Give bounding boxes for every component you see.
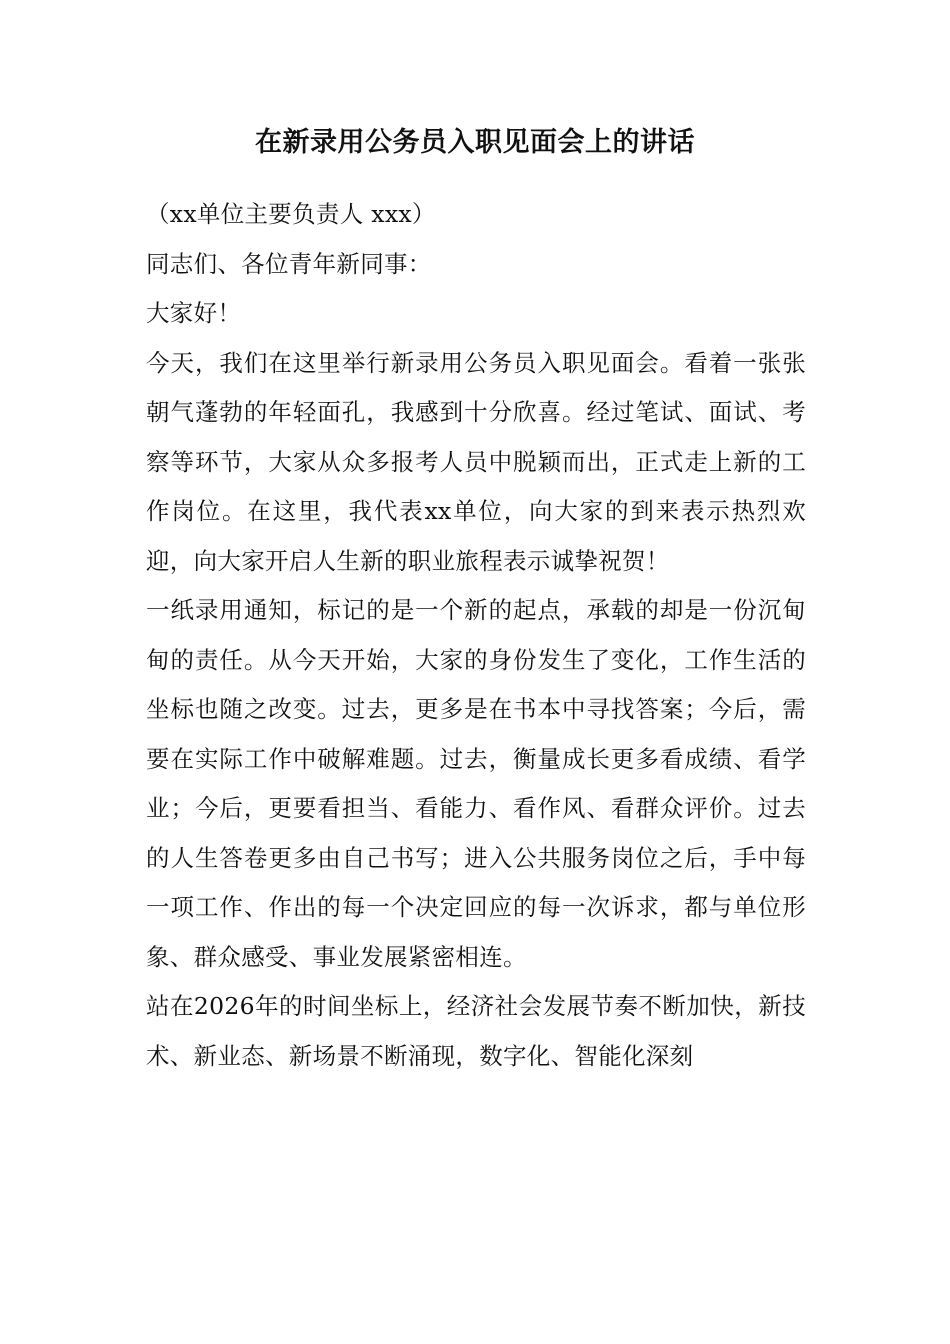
paragraph-2026: 站在2026年的时间坐标上，经济社会发展节奏不断加快，新技术、新业态、新场景不断涌现，数字化、智能化深刻: [146, 992, 806, 1070]
greeting: 大家好！: [146, 299, 242, 327]
paragraph-responsibility: 一纸录用通知，标记的是一个新的起点，承载的却是一份沉甸甸的责任。从今天开始，大家的身份发生了变化，工作生活的坐标也随之改变。过去，更多是在书本中寻找答案；今后，需要在实际工作中破解难题。过去，衡量成长更多看成绩、看学业；今后，更要看担当、看能力、看作风、看群众评价。过去的人生答卷更多由自己书写；进入公共服务岗位之后，手中每一项工作、作出的每一个决定回应的每一次诉求，都与单位形象、群众感受、事业发展紧密相连。: [146, 596, 806, 971]
document-title: 在新录用公务员入职见面会上的讲话: [255, 127, 695, 158]
byline: （xx单位主要负责人 xxx）: [146, 200, 436, 228]
document-body: [146, 190, 806, 1081]
salutation: 同志们、各位青年新同事：: [146, 249, 432, 278]
paragraph-welcome: 今天，我们在这里举行新录用公务员入职见面会。看着一张张朝气蓬勃的年轻面孔，我感到十分欣喜。经过笔试、面试、考察等环节，大家从众多报考人员中脱颖而出，正式走上新的工作岗位。在这里，我代表xx单位，向大家的到来表示热烈欢迎，向大家开启人生新的职业旅程表示诚挚祝贺！: [146, 348, 806, 575]
